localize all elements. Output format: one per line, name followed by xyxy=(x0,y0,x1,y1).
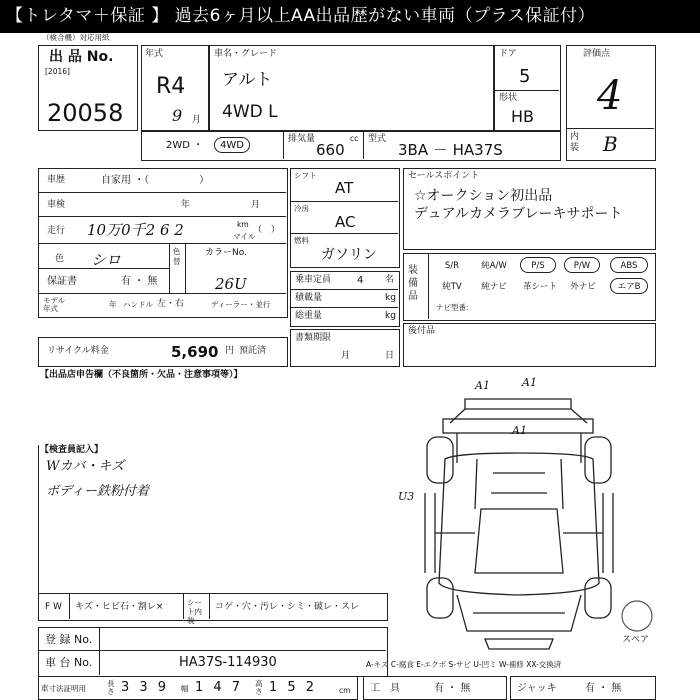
size-length-label: 長さ xyxy=(107,679,115,696)
door-shape-box xyxy=(494,45,561,131)
car-name-label: 車名・グレード xyxy=(214,49,278,59)
score-label: 評価点 xyxy=(583,49,611,59)
registration-chassis-box xyxy=(38,627,388,677)
doc-deadline-label: 書類期限 xyxy=(295,333,332,343)
color-value: シロ xyxy=(91,251,122,269)
seller-notes-label: 【出品店申告欄（不良箇所・欠品・注意事項等）】 xyxy=(40,370,243,380)
lot-number-label: 出 品 No. xyxy=(49,49,114,65)
diagram-mark-1: A1 xyxy=(475,379,490,392)
tools-label: 工 具 xyxy=(370,683,400,694)
size-certificate-row xyxy=(38,676,358,700)
capacity-label: 乗車定員 xyxy=(295,275,332,285)
shape-value: HB xyxy=(511,107,535,126)
equip-ps: P/S xyxy=(520,257,556,273)
equip-pw: P/W xyxy=(564,257,600,273)
model-line-year-unit: 年 xyxy=(109,300,117,309)
jack-box xyxy=(510,676,656,700)
tools-box xyxy=(363,676,507,700)
size-unit: cm xyxy=(339,686,351,695)
banner-title: 【トレタマ＋保証 】 過去6ヶ月以上AA出品歴がない車両（プラス保証付） xyxy=(0,0,700,33)
mileage-label: 走行 xyxy=(47,226,66,236)
interior-label: 内装 xyxy=(570,132,580,153)
recycle-value: 5,690 xyxy=(171,343,219,361)
lot-number-value: 20058 xyxy=(47,99,124,127)
score-box xyxy=(566,45,656,161)
shift-label: シフト xyxy=(294,171,317,180)
car-grade: 4WD L xyxy=(222,102,278,122)
doors-value: 5 xyxy=(519,66,531,87)
seat-value: コゲ・穴・汚レ・シミ・破レ・スレ xyxy=(215,602,360,612)
inspection-label: 車検 xyxy=(47,200,66,210)
sales-point-line2: デュアルカメラブレーキサポート xyxy=(414,206,623,222)
car-diagram xyxy=(395,373,645,658)
color-label: 色 xyxy=(55,254,65,264)
drive-row xyxy=(141,131,561,161)
recycle-row xyxy=(38,337,288,367)
warranty-label: 保証書 xyxy=(47,276,77,287)
car-name-box xyxy=(209,45,494,131)
equip-leather: 革シート xyxy=(522,282,557,292)
retrofit-label: 後付品 xyxy=(408,326,436,336)
dealer-label: ディーラー・並行 xyxy=(211,300,271,309)
displacement-label: 排気量 xyxy=(288,134,316,144)
chassis-label: 車 台 No. xyxy=(45,656,93,669)
model-year-month: 9 xyxy=(172,106,183,125)
doors-label: ドア xyxy=(499,49,517,59)
inspection-year-unit: 年 xyxy=(181,200,191,210)
displacement-unit: cc xyxy=(350,134,359,143)
jack-value: 有 ・ 無 xyxy=(585,683,622,694)
model-year-month-unit: 月 xyxy=(192,115,202,125)
size-length-value: 3 3 9 xyxy=(121,680,170,695)
weight-label: 総重量 xyxy=(295,311,323,321)
car-model: アルト xyxy=(222,70,273,90)
ac-value: AC xyxy=(335,213,356,231)
equip-tv: 純TV xyxy=(442,282,462,292)
equip-navi: 純ナビ xyxy=(481,282,507,292)
size-label: 車寸法証明用 xyxy=(41,684,86,693)
equip-ext-navi: 外ナビ xyxy=(570,282,596,292)
capacity-value: 4 xyxy=(357,275,364,286)
inspection-month-unit: 月 xyxy=(251,200,261,210)
mileage-value: 10万0千2 6 2 xyxy=(87,221,184,239)
score-value: 4 xyxy=(597,73,623,119)
recycle-unit: 円 xyxy=(225,346,235,356)
navi-model-label: ナビ型番： xyxy=(436,303,474,312)
capacity-unit: 名 xyxy=(385,275,395,285)
equipment-label: 装備品 xyxy=(408,265,418,302)
fw-seat-row xyxy=(38,593,388,625)
model-year-box xyxy=(141,45,209,131)
doc-deadline-month: 月 xyxy=(341,351,351,361)
color-code-label: カラーNo. xyxy=(205,248,247,258)
fw-label: F W xyxy=(45,602,62,612)
size-height-label: 高さ xyxy=(255,679,263,696)
equip-sr: S/R xyxy=(444,261,460,271)
model-code-label: 型式 xyxy=(368,134,387,144)
jack-label: ジャッキ xyxy=(517,683,557,694)
color-code-value: 26U xyxy=(215,275,247,293)
doc-deadline-day: 日 xyxy=(385,351,395,361)
capacity-table xyxy=(290,271,400,327)
mileage-unit-mile: マイル xyxy=(233,232,256,241)
tools-value: 有 ・ 無 xyxy=(434,683,471,694)
sales-point-label: セールスポイント xyxy=(408,171,480,181)
form-header-label: （検合機）対応用紙 xyxy=(42,33,110,42)
retrofit-box xyxy=(403,323,656,367)
auction-sheet xyxy=(0,33,700,700)
fuel-label: 燃料 xyxy=(294,236,309,245)
equip-airbag: エアB xyxy=(610,278,648,294)
equip-alloy: 純A/W xyxy=(481,261,507,271)
lot-year-code: [2016] xyxy=(45,67,70,76)
spec-table xyxy=(290,168,400,268)
inspector-label: 【検査員記入】 xyxy=(40,445,104,455)
weight-unit: kg xyxy=(385,311,396,321)
sales-point-line1: ☆オークション初出品 xyxy=(414,188,553,204)
size-width-value: 1 4 7 xyxy=(195,680,244,695)
size-height-value: 1 5 2 xyxy=(269,680,318,695)
shift-value: AT xyxy=(335,179,354,197)
color-change-label: 色替 xyxy=(173,247,181,266)
spare-tire-icon xyxy=(620,599,654,633)
warranty-value: 有 ・ 無 xyxy=(121,276,158,287)
history-value: 自家用 ・（ ） xyxy=(101,175,210,186)
sales-point-box xyxy=(403,168,656,250)
displacement-value: 660 xyxy=(316,141,345,159)
seat-label: シート内装 xyxy=(187,598,202,625)
inspector-note-2: ボディー鉄粉付着 xyxy=(46,484,149,499)
drive-circled: 4WD xyxy=(214,137,250,153)
mileage-paren: （ ） xyxy=(253,225,281,235)
load-label: 積載量 xyxy=(295,293,323,303)
handle-label: ハンドル xyxy=(123,300,153,309)
diagram-mark-2: A1 xyxy=(522,376,537,389)
recycle-suffix: 預託済 xyxy=(239,346,267,356)
fuel-value: ガソリン xyxy=(321,247,377,263)
diagram-mark-4: U3 xyxy=(398,490,415,503)
model-code-value: 3BA － HA37S xyxy=(398,141,503,159)
doc-deadline-box xyxy=(290,329,400,367)
model-year-era: R4 xyxy=(156,74,186,99)
spare-label: スペア xyxy=(622,635,650,645)
load-unit: kg xyxy=(385,293,396,303)
interior-value: B xyxy=(603,132,618,156)
model-year-label: 年式 xyxy=(145,49,164,59)
history-label: 車歴 xyxy=(47,175,66,185)
size-width-label: 幅 xyxy=(181,684,189,693)
equipment-box xyxy=(403,253,656,321)
damage-legend: A-キズ C-腐食 E-エクボ S-サビ U-凹ミ W-補修 XX-交換済 xyxy=(366,660,562,669)
vehicle-info-table xyxy=(38,168,288,318)
inspector-note-1: Wカバ・キズ xyxy=(46,459,125,474)
mileage-unit-km: km xyxy=(237,220,249,229)
chassis-value: HA37S-114930 xyxy=(179,655,277,670)
model-line-label: モデル年式 xyxy=(43,296,66,313)
equip-abs: ABS xyxy=(610,257,648,273)
diagram-mark-3: A1 xyxy=(512,424,527,437)
handle-value: 左・右 xyxy=(157,299,185,309)
registration-label: 登 録 No. xyxy=(45,633,93,646)
shape-label: 形状 xyxy=(499,93,518,103)
drive-options: 2WD ・ xyxy=(166,140,204,151)
lot-number-box xyxy=(38,45,138,131)
recycle-label: リサイクル料金 xyxy=(47,346,109,356)
ac-label: 冷房 xyxy=(294,204,309,213)
fw-value: キズ・ヒビ石・割レ× xyxy=(75,602,164,612)
